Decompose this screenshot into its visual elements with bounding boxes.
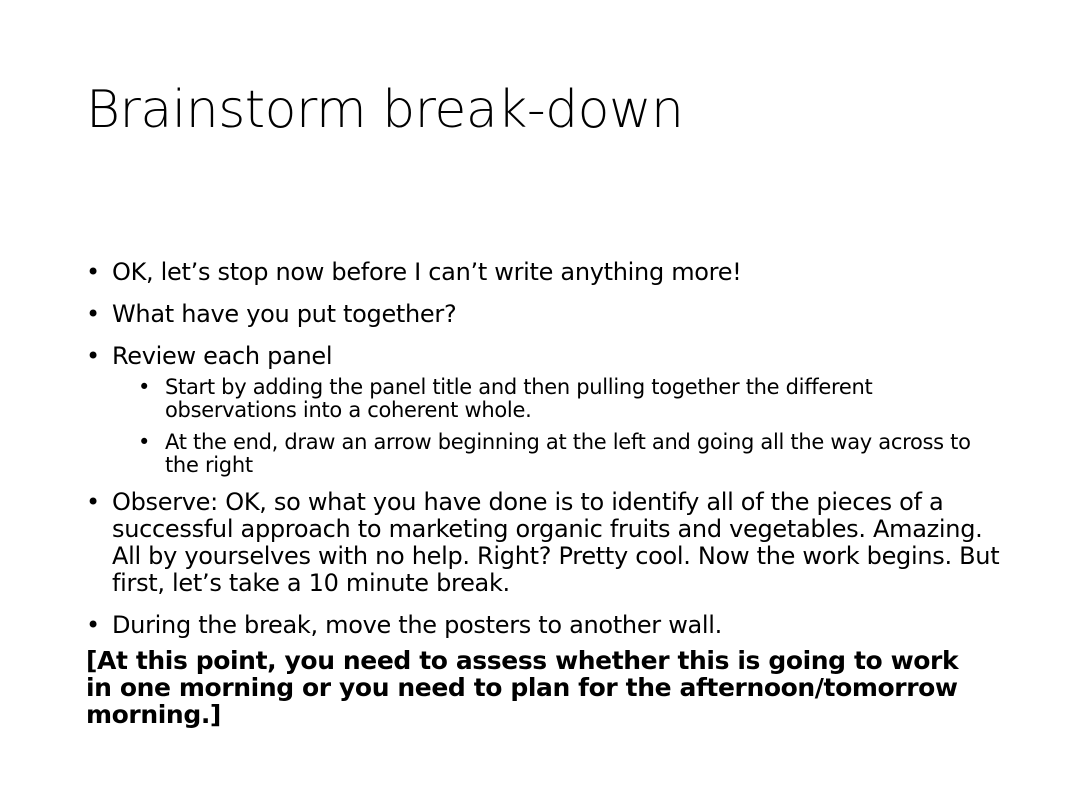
sub-bullet-text: Start by adding the panel title and then pulling together the different observations into a coherent whole. xyxy=(165,375,873,422)
bullet-text: During the break, move the posters to another wall. xyxy=(112,611,723,639)
facilitator-note: [At this point, you need to assess whether this is going to work in one morning or you need to plan for the afternoon/tomorrow morning.] xyxy=(86,646,959,729)
bullet-item xyxy=(86,489,1006,597)
bullet-text: Review each panel xyxy=(112,342,333,370)
bullet-icon: • xyxy=(86,258,100,286)
sub-bullet-item xyxy=(86,376,1006,422)
bullet-icon: • xyxy=(86,342,100,370)
bullet-item xyxy=(86,611,1006,639)
bullet-item xyxy=(86,258,1006,286)
bullet-text: Observe: OK, so what you have done is to identify all of the pieces of a successful approach to marketing organic fruits and vegetables. Amazing. All by yourselves with no help. Right? Pretty cool. Now the work begins. But first, let’s take a 10 minute break. xyxy=(112,488,1000,597)
bullet-item xyxy=(86,300,1006,328)
sub-bullet-text: At the end, draw an arrow beginning at the left and going all the way across to the right xyxy=(165,430,971,477)
sub-bullet-icon: • xyxy=(138,375,151,399)
bullet-icon: • xyxy=(86,611,100,639)
sub-bullet-icon: • xyxy=(138,430,151,454)
sub-bullet-item xyxy=(86,431,1006,477)
slide-body xyxy=(86,258,1006,728)
bullet-item xyxy=(86,342,1006,370)
bullet-icon: • xyxy=(86,488,100,516)
bullet-text: OK, let’s stop now before I can’t write anything more! xyxy=(112,258,742,286)
bullet-text: What have you put together? xyxy=(112,300,457,328)
slide-title: Brainstorm break-down xyxy=(86,80,684,140)
bullet-icon: • xyxy=(86,300,100,328)
